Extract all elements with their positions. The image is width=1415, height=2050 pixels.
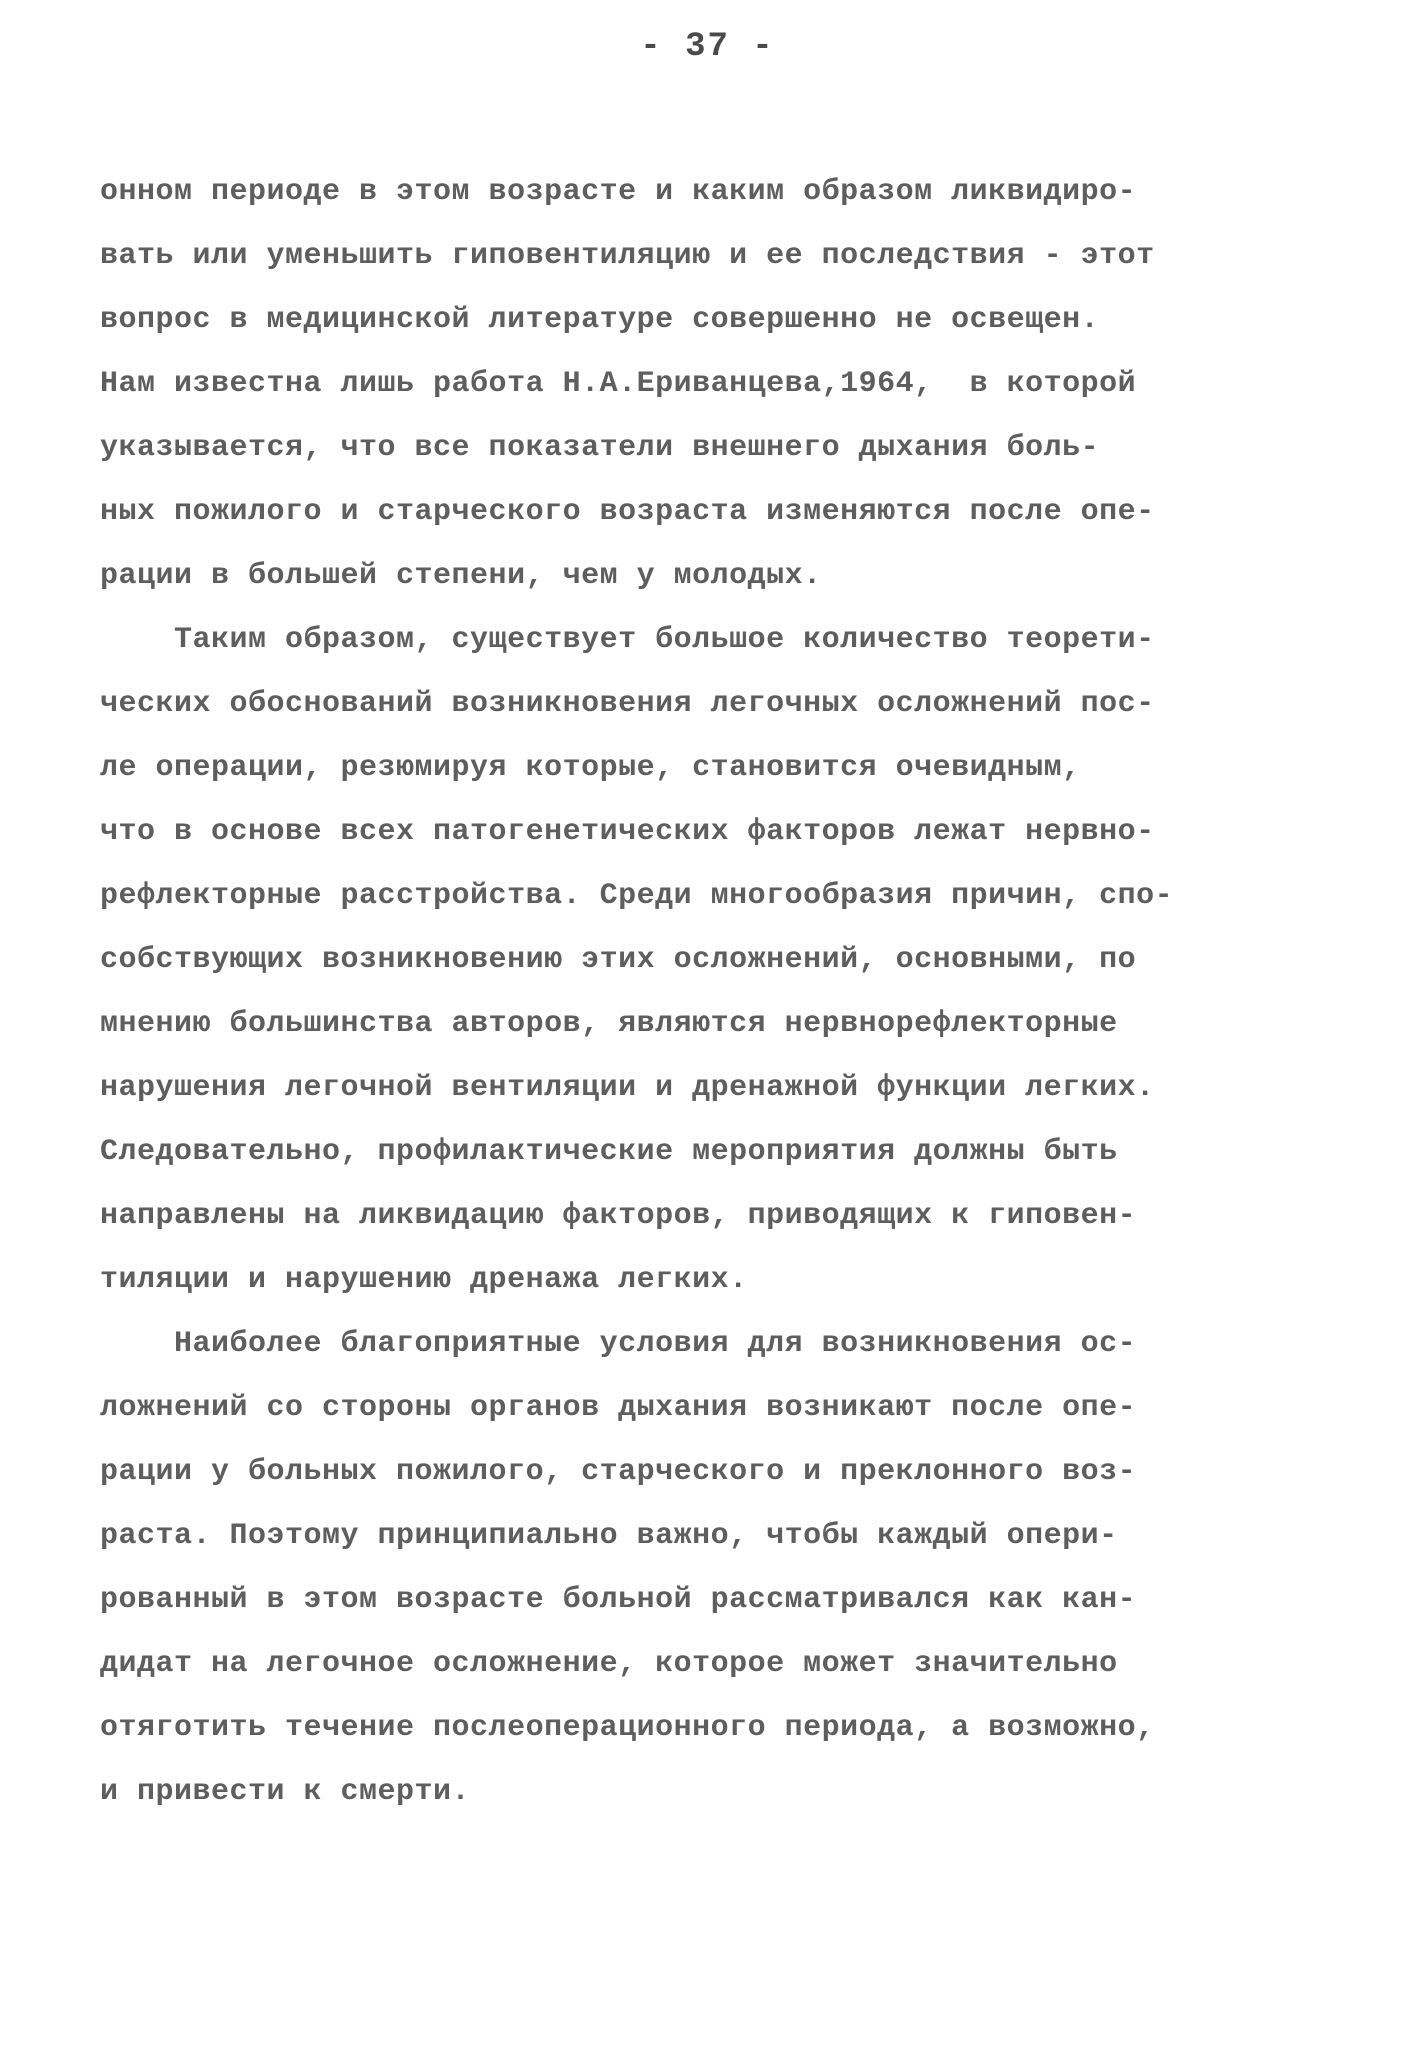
text-line: что в основе всех патогенетических факторов лежат нервно- [100,815,1155,849]
text-line: мнению большинства авторов, являются нервнорефлекторные [100,1007,1118,1041]
text-line: онном периоде в этом возрасте и каким образом ликвидиро- [100,175,1137,209]
text-line: указывается, что все показатели внешнего дыхания боль- [100,431,1100,465]
text-line: Наиболее благоприятные условия для возникновения ос- [100,1327,1137,1361]
body-text [100,160,1340,1824]
text-line: и привести к смерти. [100,1775,471,1809]
text-line: Нам известна лишь работа Н.А.Ериванцева,1964, в которой [100,367,1137,401]
text-line: ле операции, резюмируя которые, становится очевидным, [100,751,1081,785]
text-line: рефлекторные расстройства. Среди многообразия причин, спо- [100,879,1174,913]
text-line: Таким образом, существует большое количество теорети- [100,623,1155,657]
text-line: собствующих возникновению этих осложнений, основными, по [100,943,1137,977]
text-line: направлены на ликвидацию факторов, приводящих к гиповен- [100,1199,1137,1233]
text-line: ложнений со стороны органов дыхания возникают после опе- [100,1391,1137,1425]
text-line: вать или уменьшить гиповентиляцию и ее последствия - этот [100,239,1155,273]
text-line: ных пожилого и старческого возраста изменяются после опе- [100,495,1155,529]
text-line: раста. Поэтому принципиально важно, чтобы каждый опери- [100,1519,1118,1553]
text-line: рации в большей степени, чем у молодых. [100,559,822,593]
page-number: - 37 - [640,28,775,66]
text-line: нарушения легочной вентиляции и дренажной функции легких. [100,1071,1155,1105]
text-line: тиляции и нарушению дренажа легких. [100,1263,748,1297]
text-line: вопрос в медицинской литературе совершенно не освещен. [100,303,1100,337]
text-line: Следовательно, профилактические мероприятия должны быть [100,1135,1118,1169]
text-line: ческих обоснований возникновения легочных осложнений пос- [100,687,1155,721]
text-line: рованный в этом возрасте больной рассматривался как кан- [100,1583,1137,1617]
text-line: дидат на легочное осложнение, которое может значительно [100,1647,1118,1681]
text-line: рации у больных пожилого, старческого и преклонного воз- [100,1455,1137,1489]
text-line: отяготить течение послеоперационного периода, а возможно, [100,1711,1155,1745]
